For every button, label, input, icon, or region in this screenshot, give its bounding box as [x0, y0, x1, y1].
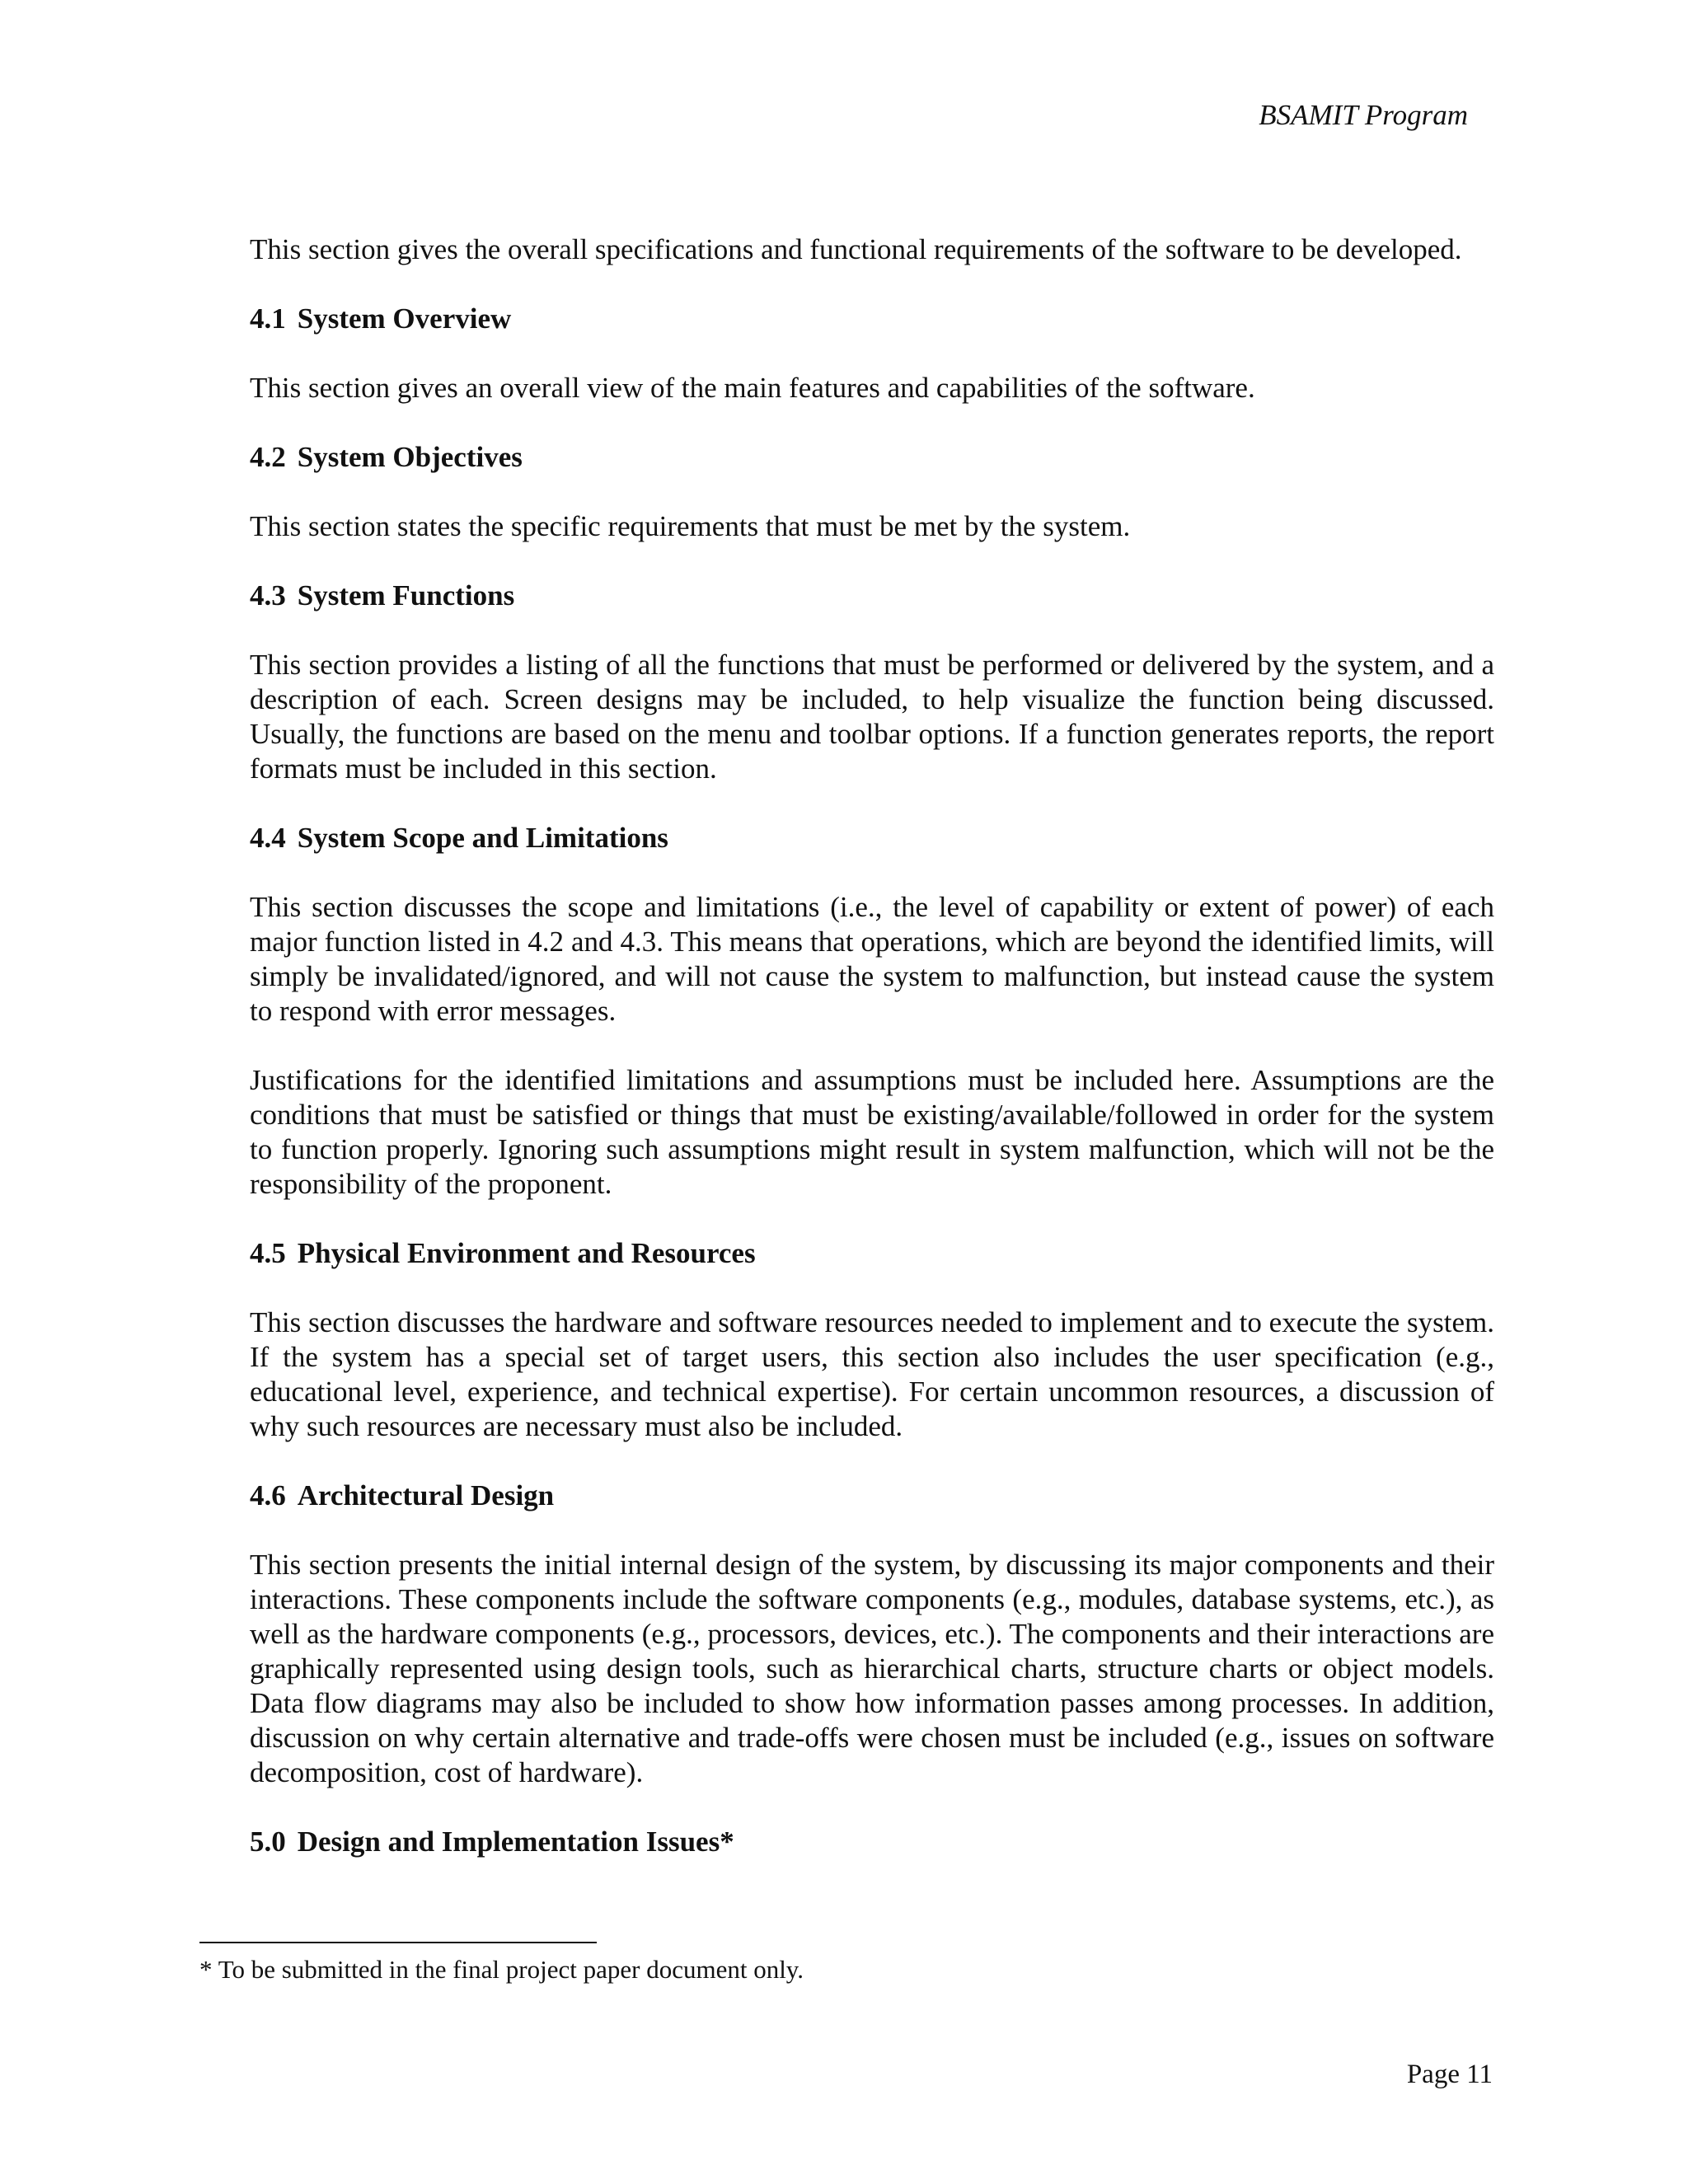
section-title: Physical Environment and Resources: [297, 1237, 756, 1269]
section-4-4-paragraph-2: Justifications for the identified limitations and assumptions must be included here. Assumptions are the conditions that must be satisfied or things that must be existing/available/followed in order for the system to function properly. Ignoring such assumptions might result in system malfunction, which will not be the responsibility of the proponent.: [250, 1064, 1494, 1200]
section-title: System Objectives: [297, 441, 523, 473]
section-heading-5-0: [250, 1825, 1494, 1859]
body-text: [250, 232, 1494, 1859]
section-number: 4.2: [250, 441, 286, 473]
section-heading-4-4: [250, 821, 1494, 855]
section-heading-4-2: [250, 440, 1494, 475]
section-4-3-paragraph: This section provides a listing of all the functions that must be performed or delivered by the system, and a description of each. Screen designs may be included, to help visualize the function being discussed. Usually, the functions are based on the menu and toolbar options. If a function generates reports, the report formats must be included in this section.: [250, 649, 1494, 785]
section-heading-4-5: [250, 1236, 1494, 1271]
section-title: System Overview: [297, 302, 512, 335]
footnote-divider: [199, 1942, 597, 1943]
page-number: Page 11: [1406, 2060, 1493, 2089]
section-4-2-paragraph: This section states the specific requirements that must be met by the system.: [250, 510, 1131, 542]
section-heading-4-3: [250, 579, 1494, 613]
section-title: Architectural Design: [297, 1479, 555, 1511]
section-heading-4-1: [250, 302, 1494, 336]
section-4-4-paragraph-1: This section discusses the scope and limitations (i.e., the level of capability or extent of power) of each major function listed in 4.2 and 4.3. This means that operations, which are beyond the identified limits, will simply be invalidated/ignored, and will not cause the system to malfunction, but instead cause the system to respond with error messages.: [250, 891, 1494, 1027]
section-title: System Scope and Limitations: [297, 822, 668, 854]
running-header: BSAMIT Program: [1259, 99, 1468, 131]
section-number: 4.1: [250, 302, 286, 335]
footnote: * To be submitted in the final project paper document only.: [199, 1955, 804, 1984]
section-number: 4.4: [250, 822, 286, 854]
section-number: 4.3: [250, 579, 286, 612]
section-number: 5.0: [250, 1825, 286, 1858]
section-4-1-paragraph: This section gives an overall view of the main features and capabilities of the software.: [250, 372, 1255, 404]
section-4-6-paragraph: This section presents the initial internal design of the system, by discussing its major components and their interactions. These components include the software components (e.g., modules, database systems, etc.), as well as the hardware components (e.g., processors, devices, etc.). The components and their interactions are graphically represented using design tools, such as hierarchical charts, structure charts or object models. Data flow diagrams may also be included to show how information passes among processes. In addition, discussion on why certain alternative and trade-offs were chosen must be included (e.g., issues on software decomposition, cost of hardware).: [250, 1549, 1494, 1788]
section-heading-4-6: [250, 1479, 1494, 1513]
section-number: 4.5: [250, 1237, 286, 1269]
intro-paragraph: This section gives the overall specifications and functional requirements of the software to be developed.: [250, 233, 1462, 265]
section-title: System Functions: [297, 579, 515, 612]
section-4-5-paragraph: This section discusses the hardware and software resources needed to implement and to execute the system. If the system has a special set of target users, this section also includes the user specification (e.g., educational level, experience, and technical expertise). For certain uncommon resources, a discussion of why such resources are necessary must also be included.: [250, 1306, 1494, 1442]
section-title: Design and Implementation Issues*: [297, 1825, 734, 1858]
section-number: 4.6: [250, 1479, 286, 1511]
